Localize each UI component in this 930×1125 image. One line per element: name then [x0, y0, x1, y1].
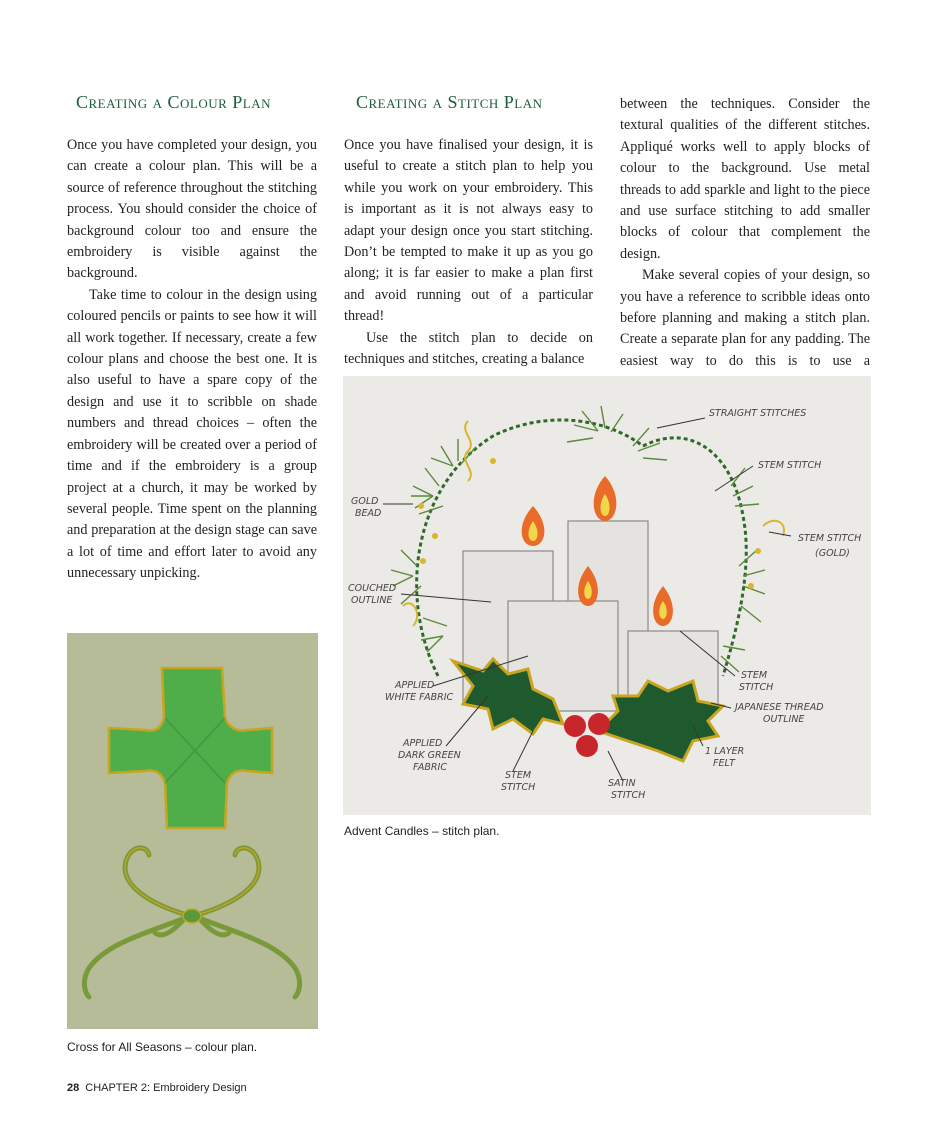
label-couched-outline-1: COUCHED [348, 583, 397, 594]
colour-plan-heading: Creating a Colour Plan [76, 92, 272, 112]
label-couched-outline-2: OUTLINE [351, 595, 393, 606]
label-applied-white-2: WHITE FABRIC [385, 692, 454, 703]
column-stitch-plan [344, 92, 593, 370]
label-satin-stitch-1: SATIN [608, 778, 636, 789]
continued-paragraph-2: Make several copies of your design, so you have a reference to scribble ideas onto before planning and making a stitch plan. Create a separate plan for any padding. The easiest way to do this is to use a [620, 267, 870, 369]
label-stem-stitch-gold-1: STEM STITCH [798, 533, 862, 544]
label-straight-stitches: STRAIGHT STITCHES [709, 408, 807, 419]
label-one-layer-felt-2: FELT [713, 758, 735, 769]
stitch-plan-paragraph-2: Use the stitch plan to decide on techniques and stitches, creating a balance [344, 329, 593, 368]
label-stem-stitch-bottom-1: STEM [505, 770, 532, 781]
label-stem-stitch-mid-1: STEM [741, 670, 768, 681]
label-gold-bead-1: GOLD [351, 496, 379, 507]
colour-plan-paragraph-2: Take time to colour in the design using coloured pencils or paints to see how it will all work together. If necessary, create a few colour plans and choose the best one. It is also useful to have a spare copy of the design and use it to scribble on shade numbers and thread choices – often the embroidery will be created over a period of time and if the embroidery is a group project at a church, it may be worked by several people. Time spent on the planning and preparation at the design stage can save a lot of time and effort later to avoid any unnecessary unpicking. [67, 286, 317, 582]
stitch-plan-caption: Advent Candles – stitch plan. [344, 824, 500, 838]
page-number: 28 [67, 1082, 80, 1094]
colour-plan-caption: Cross for All Seasons – colour plan. [67, 1040, 258, 1054]
label-one-layer-felt-1: 1 LAYER [705, 746, 745, 757]
colour-plan-paragraph-1: Once you have completed your design, you can create a colour plan. This will be a source of reference throughout the stitching process. You should consider the choice of background colour too and ensure the embroidery is visible against the background. [67, 137, 317, 282]
stitch-plan-heading: Creating a Stitch Plan [356, 92, 543, 112]
label-japanese-thread-2: OUTLINE [763, 714, 805, 725]
label-applied-dark-2: DARK GREEN [398, 750, 461, 761]
label-gold-bead-2: BEAD [355, 508, 382, 519]
chapter-title: CHAPTER 2: Embroidery Design [85, 1082, 247, 1094]
label-stem-stitch-mid-2: STITCH [739, 682, 774, 693]
column-continued [620, 94, 870, 394]
label-stem-stitch-bottom-2: STITCH [501, 782, 536, 793]
continued-paragraph-1: between the techniques. Consider the textural qualities of the different stitches. Appliqué works well to apply blocks of colour to the background. Use metal threads to add sparkle and light to the piece and use surface stitching to add smaller blocks of colour that complement the design. [620, 96, 870, 262]
label-stem-stitch-top: STEM STITCH [758, 460, 822, 471]
label-applied-dark-3: FABRIC [413, 762, 447, 773]
label-stem-stitch-gold-2: (GOLD) [815, 548, 850, 559]
stitch-plan-paragraph-1: Once you have finalised your design, it is useful to create a stitch plan to help you while you work on your embroidery. This is important as it is not always easy to adapt your design once you start stitching. Don’t be tempted to make it up as you go along; it is far easier to make a plan first and avoid running out of a particular thread! [344, 137, 593, 325]
label-satin-stitch-2: STITCH [611, 790, 646, 801]
label-japanese-thread-1: JAPANESE THREAD [735, 702, 824, 713]
label-applied-white-1: APPLIED [395, 680, 435, 691]
label-applied-dark-1: APPLIED [403, 738, 443, 749]
advent-candles-stitch-plan-image [343, 376, 871, 815]
column-colour-plan [67, 92, 317, 585]
page-footer [67, 1082, 247, 1094]
cross-colour-plan-image [67, 633, 318, 1029]
